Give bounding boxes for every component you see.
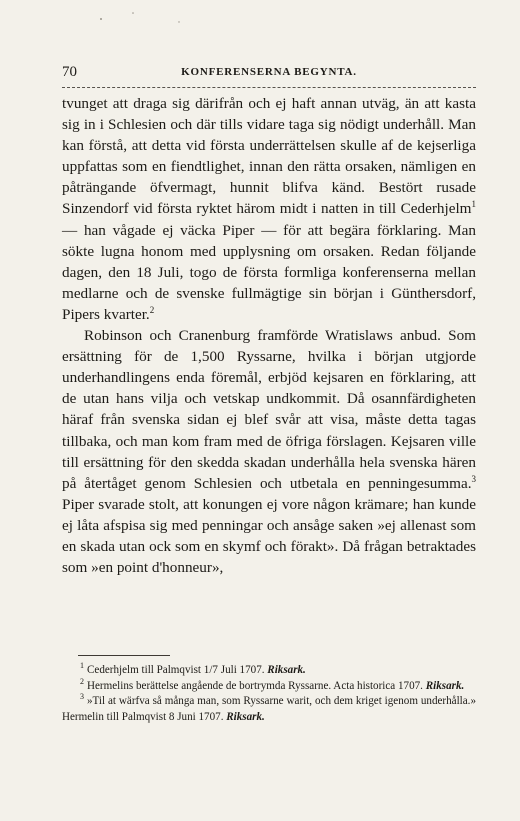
page-number: 70	[62, 64, 77, 80]
paragraph-1	[62, 93, 476, 325]
footnote-ref-2: 2	[149, 304, 155, 315]
footnote-rule	[78, 655, 170, 656]
paragraph-1-text-b: — han vågade ej väcka Piper — för att begära förklaring. Man sökte lugna honom med upplysning om orsaken. Redan följande dagen, den 18 Juli, togo de första formliga konferenserna mellan medlarne och de svenske fullmägtige sin början i Günthersdorf, Pipers kvarter.	[62, 221, 476, 323]
footnote-text: »Til at wärfva så många man, som Ryssarne warit, och dem kriget igenom underhålla.» Hermelin till Palmqvist 8 Juni 1707.	[62, 695, 476, 723]
footnote-number: 1	[80, 661, 84, 671]
paragraph-1-text-a: tvunget att draga sig därifrån och ej haft annan utväg, än att kasta sig in i Schlesien och där tills vidare taga sig nödigt underhåll. Man kan förstå, att detta vid första underrättelsen skulle af de kejserliga uppfattas som en fiendtlighet, innan den rätta orsaken, nämligen en påträngande öfvermagt, hunnit blifva känd. Bestört rusade Sinzendorf vid första ryktet härom midt i natten in till Cederhjelm	[62, 95, 476, 218]
speck	[100, 18, 102, 20]
footnote-2	[62, 676, 476, 695]
footnote-text: Cederhjelm till Palmqvist	[87, 664, 204, 676]
footnote-1	[62, 663, 476, 679]
header-rule	[62, 87, 476, 88]
footnote-text: Hermelins berättelse angående de bortrymda Ryssarne. Acta historica 1707.	[87, 679, 426, 692]
footnote-ref-1: 1	[471, 199, 476, 210]
footnote-source: Riksark.	[226, 710, 265, 723]
footnote-number: 2	[80, 676, 84, 686]
footnote-text-tail: Juli 1707.	[217, 664, 268, 676]
paper-specks	[0, 0, 520, 50]
speck	[178, 21, 179, 22]
footnote-source: Riksark.	[267, 664, 306, 676]
footnote-date: 1/7	[203, 664, 218, 676]
body-text	[62, 93, 476, 578]
running-title: KONFERENSERNA BEGYNTA.	[181, 66, 357, 78]
footnote-3	[62, 694, 476, 725]
paragraph-2	[62, 325, 476, 578]
paragraph-2-text-a: Robinson och Cranenburg framförde Wratislaws anbud. Som ersättning för de 1,500 Ryssarne, hvilka i början utgjorde underhandlingens enda föremål, erbjöd kejsaren en förklaring, att de utan hans vilja och vetskap undkommit. Då osannfärdigheten häraf från svenska sidan ej blef svår att visa, måste detta tagas tillbaka, och man kom fram med de öfriga förslagen. Kejsaren ville till ersättning för den skedda skadan underhålla hela svenska hären på återtåget genom Schlesien och utbetala en penningesumma.	[62, 327, 476, 492]
footnote-ref-3: 3	[471, 473, 476, 484]
paragraph-2-text-b: Piper svarade stolt, att konungen ej vore någon krämare; han kunde ej låta afspisa sig med penningar och ansåge saken »ej allenast som en skada utan ock som en skymf och förakt». Då frågan betraktades som »en point d'honneur»,	[62, 495, 476, 577]
footnote-number: 3	[80, 692, 84, 702]
page-header	[62, 62, 476, 82]
speck	[132, 12, 134, 14]
footnote-source: Riksark.	[425, 679, 465, 692]
footnotes	[62, 663, 476, 725]
